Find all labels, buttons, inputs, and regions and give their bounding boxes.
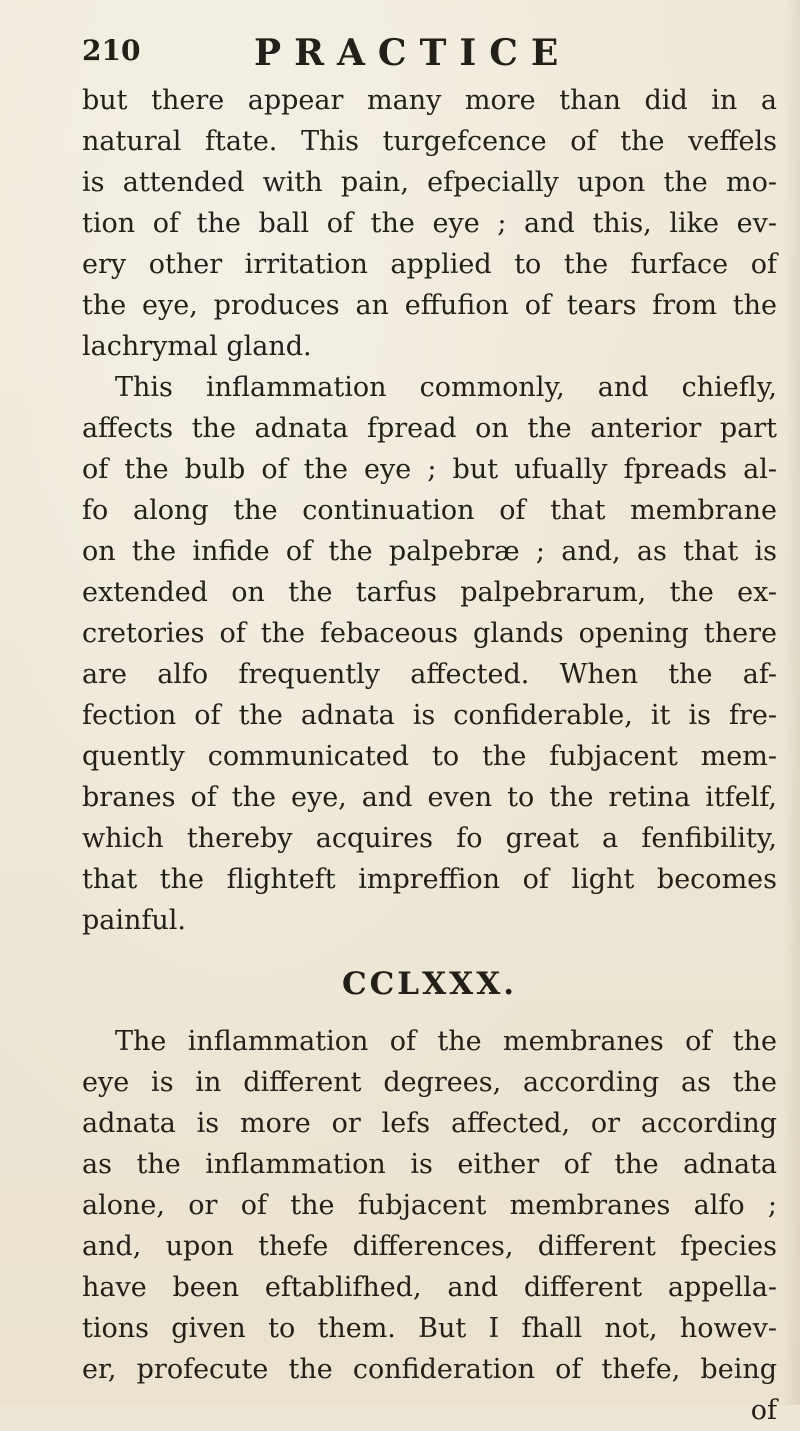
text-line: that the flighteft impreffion of light becomes: [82, 864, 777, 895]
page-number: 210: [82, 34, 141, 67]
text-line: of the bulb of the eye ; but ufually fpreads al-: [82, 454, 777, 485]
text-line: quently communicated to the fubjacent mem-: [82, 741, 777, 772]
text-line: tion of the ball of the eye ; and this, like ev-: [82, 208, 777, 239]
catchword: of: [750, 1395, 777, 1426]
text-line: er, profecute the confideration of thefe, being: [82, 1354, 777, 1385]
running-title: PRACTICE: [254, 32, 572, 74]
text-line: This inflammation commonly, and chiefly,: [115, 372, 777, 403]
text-line: cretories of the febaceous glands opening there: [82, 618, 777, 649]
body-text: [82, 80, 777, 1431]
text-line: fection of the adnata is confiderable, it is fre-: [82, 700, 777, 731]
text-line: extended on the tarfus palpebrarum, the ex-: [82, 577, 777, 608]
text-line: is attended with pain, efpecially upon the mo-: [82, 167, 777, 198]
text-line: branes of the eye, and even to the retina itfelf,: [82, 782, 777, 813]
text-line: eye is in different degrees, according as the: [82, 1067, 777, 1098]
text-line: but there appear many more than did in a: [82, 85, 777, 116]
text-line: alone, or of the fubjacent membranes alfo ;: [82, 1190, 777, 1221]
text-line: lachrymal gland.: [82, 331, 312, 362]
text-line: tions given to them. But I fhall not, howev-: [82, 1313, 777, 1344]
text-line: are alfo frequently affected. When the af-: [82, 659, 777, 690]
page-edge-shadow: [784, 0, 800, 1405]
text-line: adnata is more or lefs affected, or according: [82, 1108, 777, 1139]
text-line: affects the adnata fpread on the anterior part: [82, 413, 777, 444]
text-line: natural ftate. This turgefcence of the veffels: [82, 126, 777, 157]
text-line: on the infide of the palpebræ ; and, as that is: [82, 536, 777, 567]
text-line: have been eftablifhed, and different appella-: [82, 1272, 777, 1303]
text-line: ery other irritation applied to the furface of: [82, 249, 777, 280]
text-line: and, upon thefe differences, different fpecies: [82, 1231, 777, 1262]
text-line: painful.: [82, 905, 187, 936]
text-line: fo along the continuation of that membrane: [82, 495, 777, 526]
section-heading: CCLXXX.: [341, 966, 518, 1002]
text-line: which thereby acquires fo great a fenfibility,: [82, 823, 777, 854]
text-line: as the inflammation is either of the adnata: [82, 1149, 777, 1180]
text-line: the eye, produces an effufion of tears from the: [82, 290, 777, 321]
text-line: The inflammation of the membranes of the: [115, 1026, 777, 1057]
running-head: [82, 32, 772, 80]
